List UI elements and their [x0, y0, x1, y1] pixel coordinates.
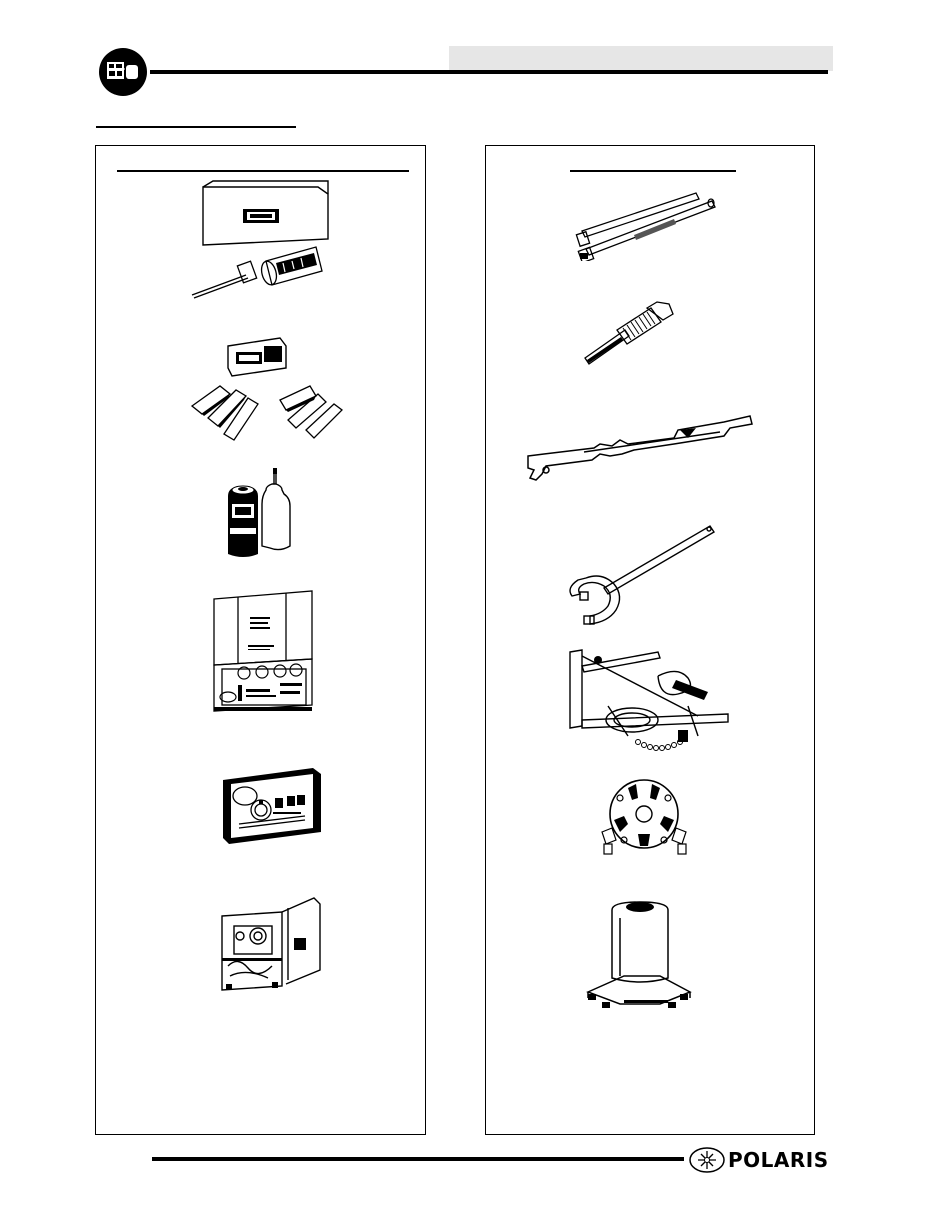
section-title-rule: [96, 126, 296, 128]
valve-tool-case-icon: [208, 589, 318, 714]
right-tools-panel: [485, 145, 815, 1135]
header-tab: [449, 46, 833, 71]
clutch-press-stand-icon: [584, 898, 694, 1010]
hone-stones-box-icon: [188, 334, 348, 444]
dial-bore-gauge-case-icon: [221, 766, 323, 846]
right-panel-title-rule: [570, 170, 736, 172]
footer-rule: [152, 1157, 684, 1161]
clutch-compressor-tool-icon: [568, 646, 738, 766]
left-tools-panel: [95, 145, 426, 1135]
puller-bolts-icon: [574, 189, 719, 261]
clutch-holder-plate-icon: [594, 776, 696, 858]
honing-oil-bottles-icon: [218, 468, 308, 563]
brand-name: POLARIS: [728, 1148, 829, 1172]
brand-logo: [688, 1145, 833, 1175]
compression-tester-case-icon: [218, 896, 323, 992]
pin-spanner-wrench-icon: [564, 522, 719, 634]
polaris-star-icon: [688, 1145, 726, 1175]
spanner-bar-tool-icon: [524, 410, 754, 485]
threaded-pin-tool-icon: [581, 300, 676, 370]
header-rule: [150, 70, 828, 74]
honing-tool-kit-icon: [188, 179, 338, 304]
left-panel-title-rule: [117, 170, 409, 172]
engine-chapter-icon: [98, 47, 148, 97]
